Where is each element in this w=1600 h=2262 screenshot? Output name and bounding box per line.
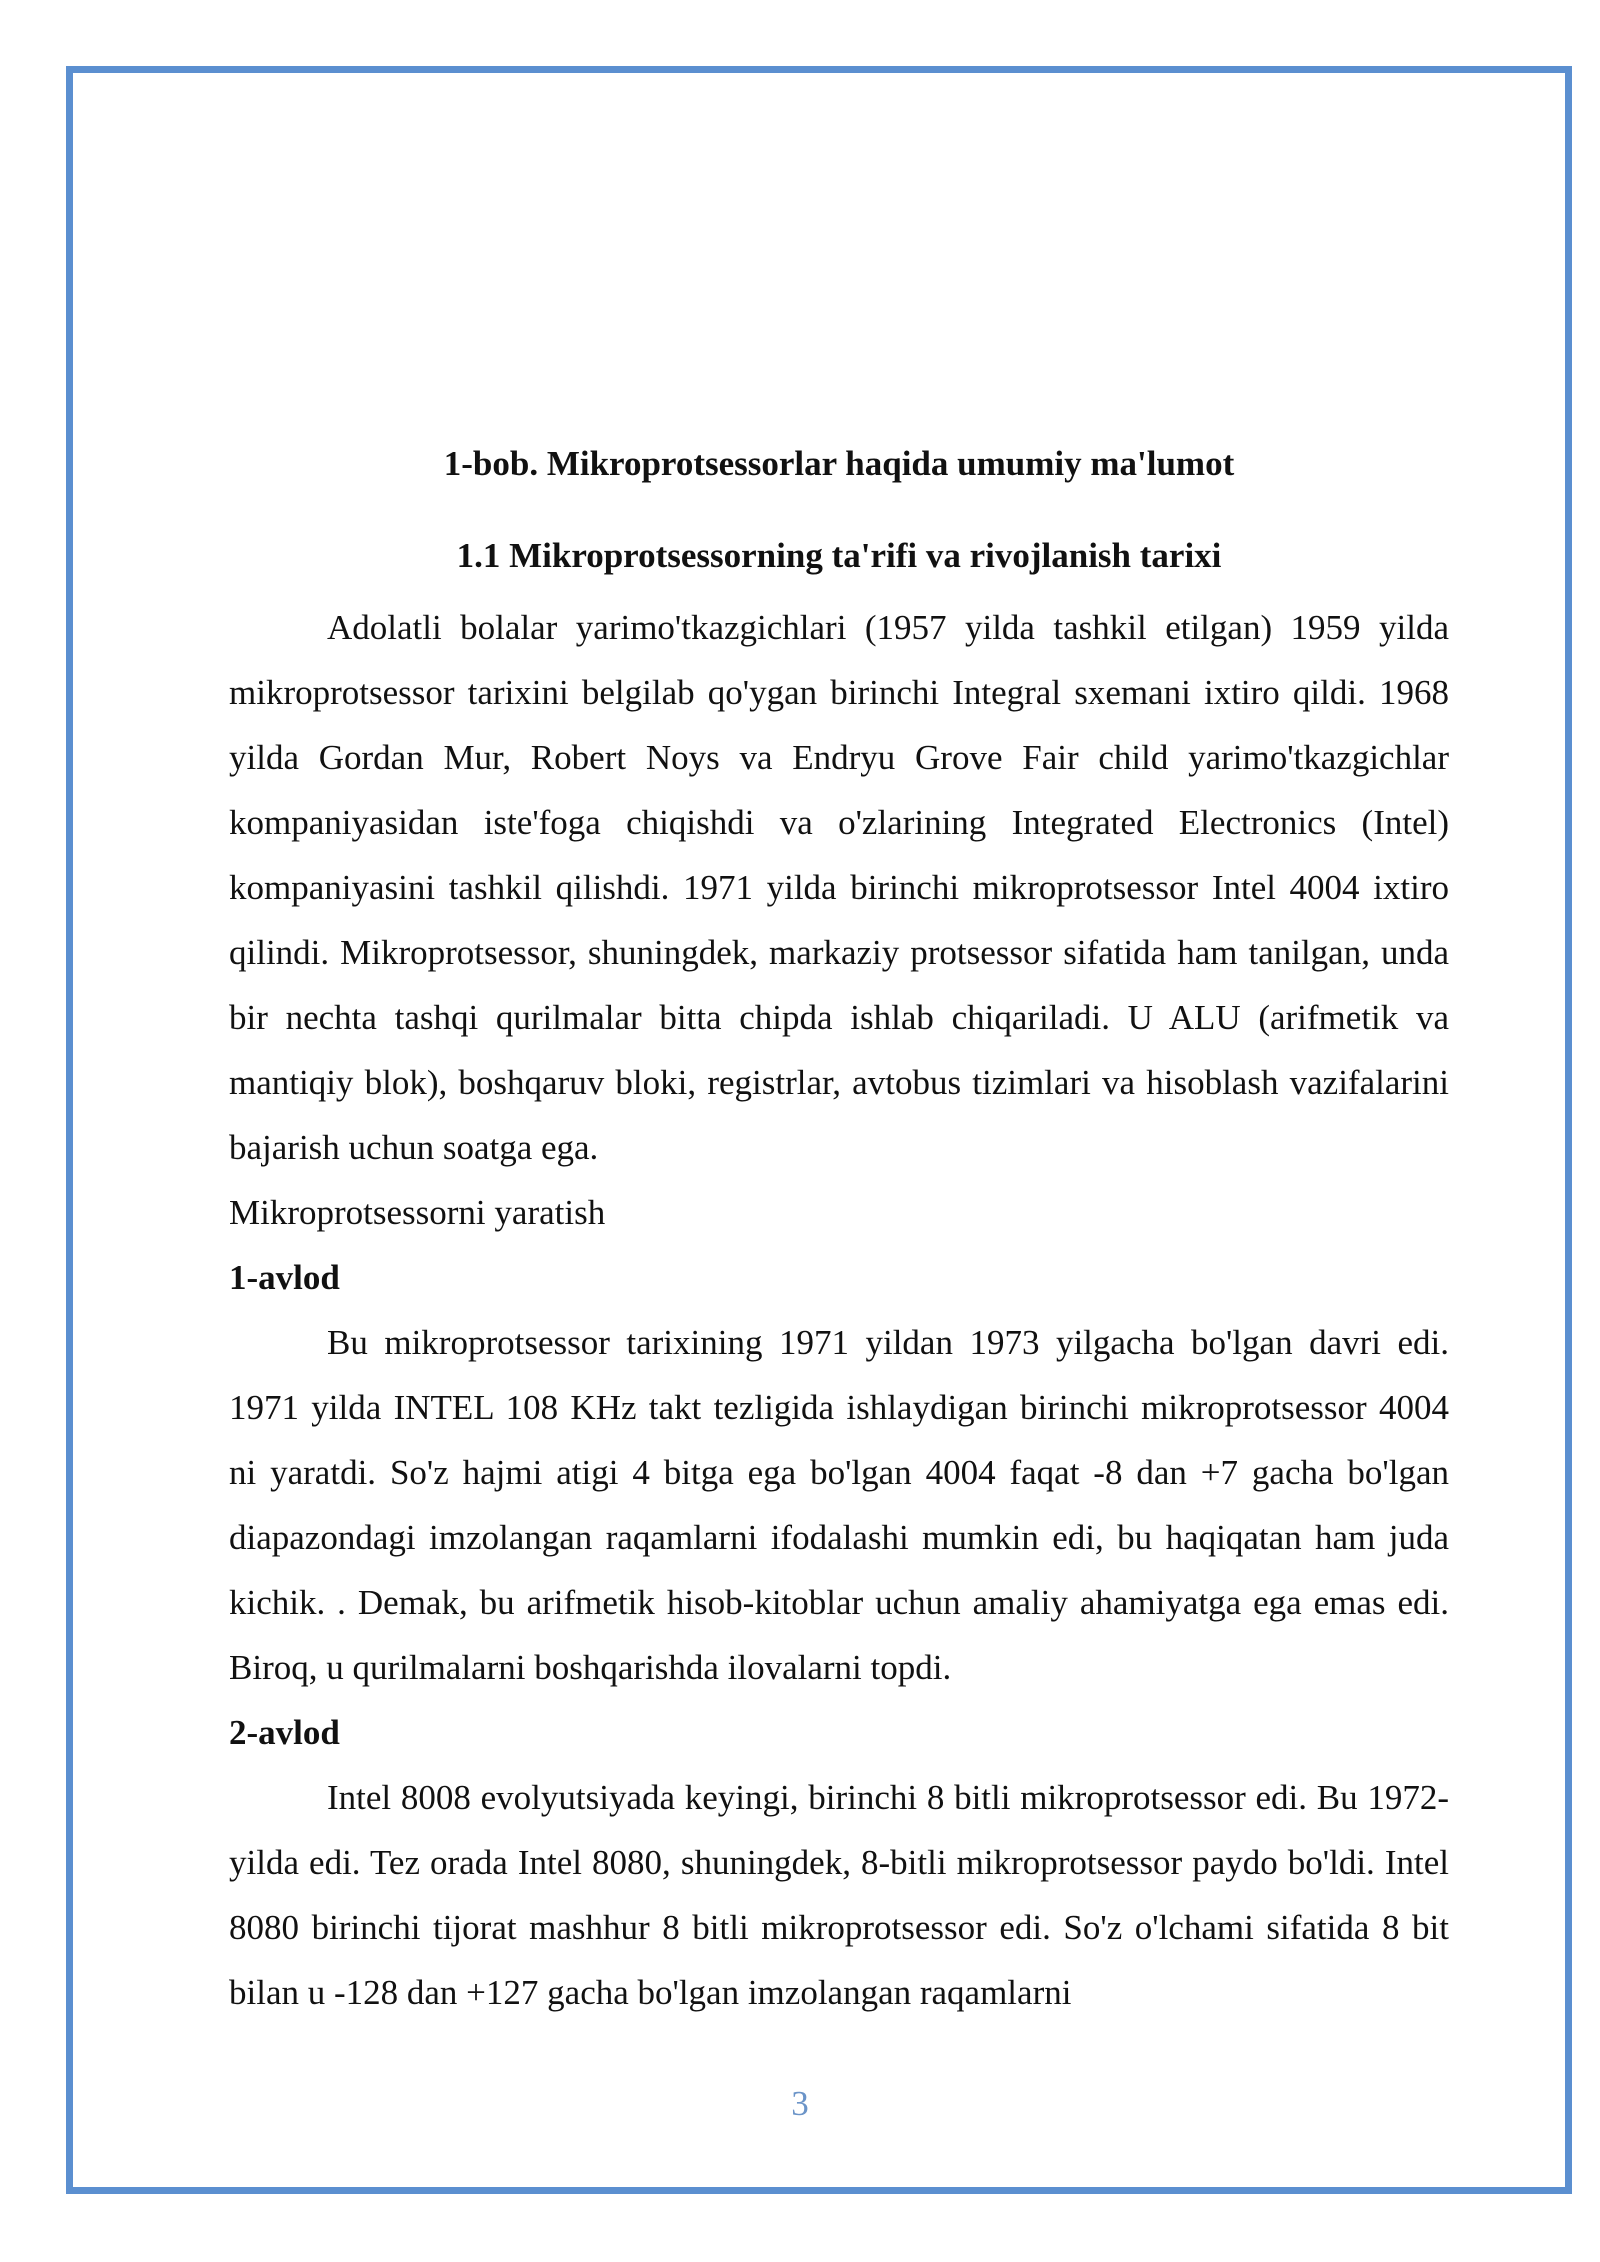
document-body (229, 438, 1449, 2025)
page-number: 3 (791, 2084, 809, 2123)
generation-2-heading: 2-avlod (229, 1713, 340, 1752)
generation-1-paragraph: Bu mikroprotsessor tarixining 1971 yildan 1973 yilgacha bo'lgan davri edi. 1971 yilda INTEL 108 KHz takt tezligida ishlaydigan birinchi mikroprotsessor 4004 ni yaratdi. So'z hajmi atigi 4 bitga ega bo'lgan 4004 faqat -8 dan +7 gacha bo'lgan diapazondagi imzolangan raqamlarni ifodalashi mumkin edi, bu haqiqatan ham juda kichik. . Demak, bu arifmetik hisob-kitoblar uchun amaliy ahamiyatga ega emas edi. Biroq, u qurilmalarni boshqarishda ilovalarni topdi. (229, 1323, 1449, 1687)
generation-1-heading: 1-avlod (229, 1258, 340, 1297)
generation-2-paragraph: Intel 8008 evolyutsiyada keyingi, birinchi 8 bitli mikroprotsessor edi. Bu 1972-yilda edi. Tez orada Intel 8080, shuningdek, 8-bitli mikroprotsessor paydo bo'ldi. Intel 8080 birinchi tijorat mashhur 8 bitli mikroprotsessor edi. So'z o'lchami sifatida 8 bit bilan u -128 dan +127 gacha bo'lgan imzolangan raqamlarni (229, 1778, 1449, 2012)
creation-heading: Mikroprotsessorni yaratish (229, 1193, 606, 1232)
chapter-title: 1-bob. Mikroprotsessorlar haqida umumiy ma'lumot (443, 444, 1235, 483)
intro-paragraph: Adolatli bolalar yarimo'tkazgichlari (1957 yilda tashkil etilgan) 1959 yilda mikroprotsessor tarixini belgilab qo'ygan birinchi Integral sxemani ixtiro qildi. 1968 yilda Gordan Mur, Robert Noys va Endryu Grove Fair child yarimo'tkazgichlar kompaniyasidan iste'foga chiqishdi va o'zlarining Integrated Electronics (Intel) kompaniyasini tashkil qilishdi. 1971 yilda birinchi mikroprotsessor Intel 4004 ixtiro qilindi. Mikroprotsessor, shuningdek, markaziy protsessor sifatida ham tanilgan, unda bir nechta tashqi qurilmalar bitta chipda ishlab chiqariladi. U ALU (arifmetik va mantiqiy blok), boshqaruv bloki, registrlar, avtobus tizimlari va hisoblash vazifalarini bajarish uchun soatga ega. (229, 608, 1449, 1167)
section-title: 1.1 Mikroprotsessorning ta'rifi va rivojlanish tarixi (456, 536, 1222, 575)
